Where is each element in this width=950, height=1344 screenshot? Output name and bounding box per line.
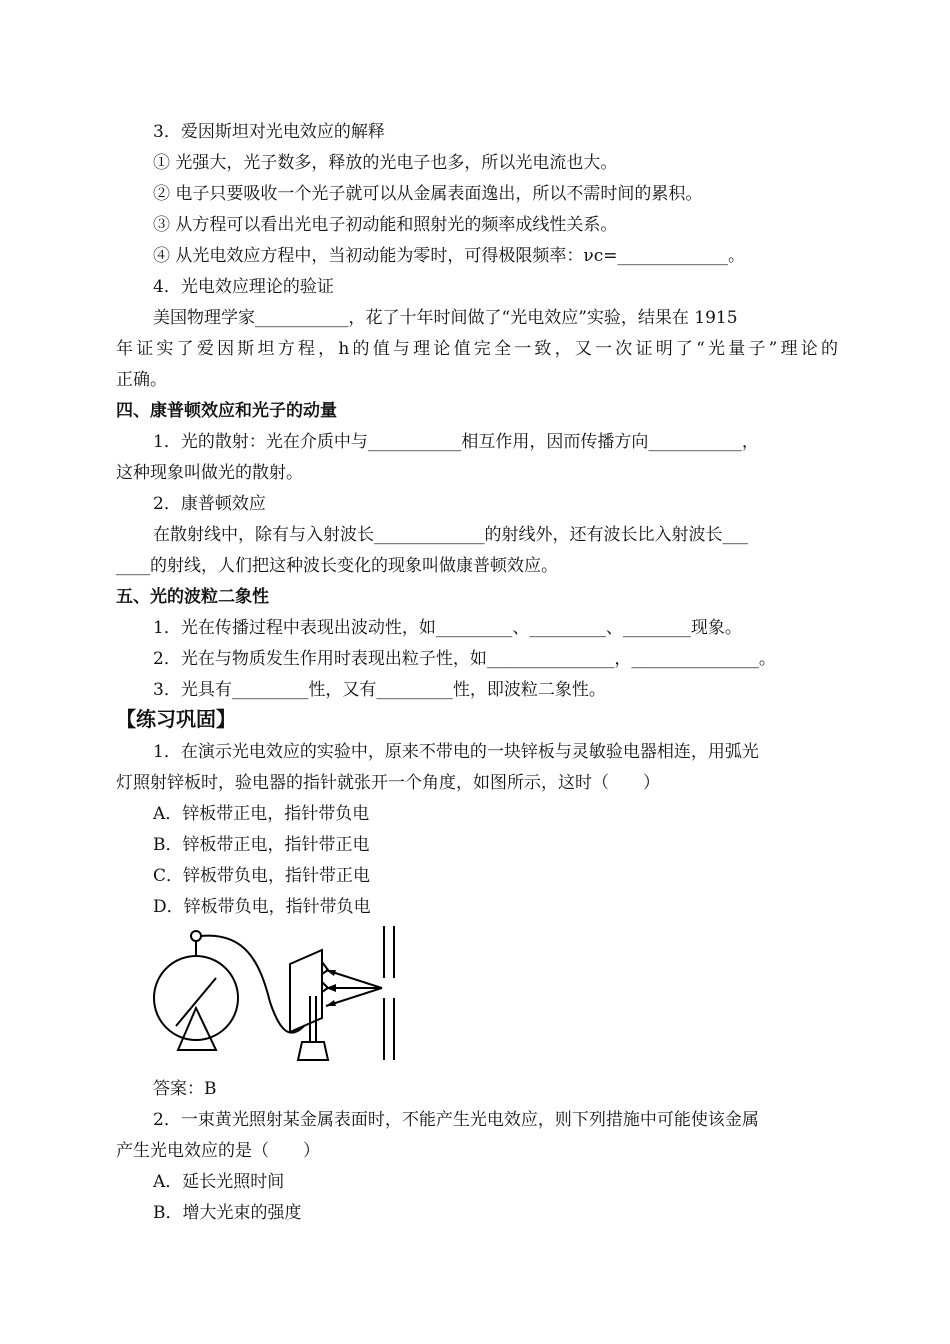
text-line: 在散射线中，除有与入射波长_____________的射线外，还有波长比入射波长___ (153, 525, 748, 545)
text-line: 产生光电效应的是（ ） (116, 1141, 320, 1161)
plate-stand (298, 1042, 328, 1060)
text-line: 1．在演示光电效应的实验中，原来不带电的一块锌板与灵敏验电器相连，用弧光 (153, 742, 759, 762)
text-line: 这种现象叫做光的散射。 (116, 463, 303, 483)
text-line: 4．光电效应理论的验证 (153, 277, 334, 297)
zinc-plate (290, 950, 322, 1032)
answer-line: 答案：B (153, 1079, 217, 1099)
text-line: ④ 从光电效应方程中，当初动能为零时，可得极限频率：νc=_____________。 (153, 246, 746, 266)
text-line: 正确。 (116, 370, 167, 390)
text-line: ② 电子只要吸收一个光子就可以从金属表面逸出，所以不需时间的累积。 (153, 184, 703, 204)
section-heading: 五、光的波粒二象性 (116, 587, 269, 607)
text-line: 2．光在与物质发生作用时表现出粒子性，如_______________，_______________。 (153, 649, 776, 669)
text-line: 2．康普顿效应 (153, 494, 266, 514)
connecting-wire (201, 936, 304, 1033)
option-b: B．锌板带正电，指针带正电 (153, 835, 370, 855)
option-b: B．增大光束的强度 (153, 1203, 302, 1223)
electroscope-stand (178, 1008, 216, 1050)
text-line: ____的射线，人们把这种波长变化的现象叫做康普顿效应。 (116, 556, 558, 576)
text-line: ① 光强大，光子数多，释放的光电子也多，所以光电流也大。 (153, 153, 618, 173)
text-line: 1．光的散射：光在介质中与___________相互作用，因而传播方向___________， (153, 432, 759, 452)
exercise-heading: 【练习巩固】 (116, 707, 236, 731)
text-line: 美国物理学家___________，花了十年时间做了“光电效应”实验，结果在 1915 (153, 308, 738, 328)
electroscope-knob (191, 931, 201, 941)
option-a: A．锌板带正电，指针带负电 (153, 804, 370, 824)
text-line: 3．爱因斯坦对光电效应的解释 (153, 122, 385, 142)
electroscope-needle (176, 978, 216, 1026)
text-line: 2．一束黄光照射某金属表面时，不能产生光电效应，则下列措施中可能使该金属 (153, 1110, 759, 1130)
text-line: 灯照射锌板时，验电器的指针就张开一个角度，如图所示，这时（ ） (116, 773, 660, 793)
text-line: 1．光在传播过程中表现出波动性，如_________、_________、________现象。 (153, 618, 742, 638)
text-line: 3．光具有_________性，又有_________性，即波粒二象性。 (153, 680, 606, 700)
experiment-diagram (150, 922, 406, 1062)
text-line: 年证实了爱因斯坦方程，h的值与理论值完全一致，又一次证明了“光量子”理论的 (116, 339, 838, 359)
option-d: D．锌板带负电，指针带负电 (153, 897, 371, 917)
option-c: C．锌板带负电，指针带正电 (153, 866, 371, 886)
electroscope-case (154, 956, 238, 1040)
section-heading: 四、康普顿效应和光子的动量 (116, 401, 337, 421)
text-line: ③ 从方程可以看出光电子初动能和照射光的频率成线性关系。 (153, 215, 618, 235)
option-a: A．延长光照时间 (153, 1172, 285, 1192)
